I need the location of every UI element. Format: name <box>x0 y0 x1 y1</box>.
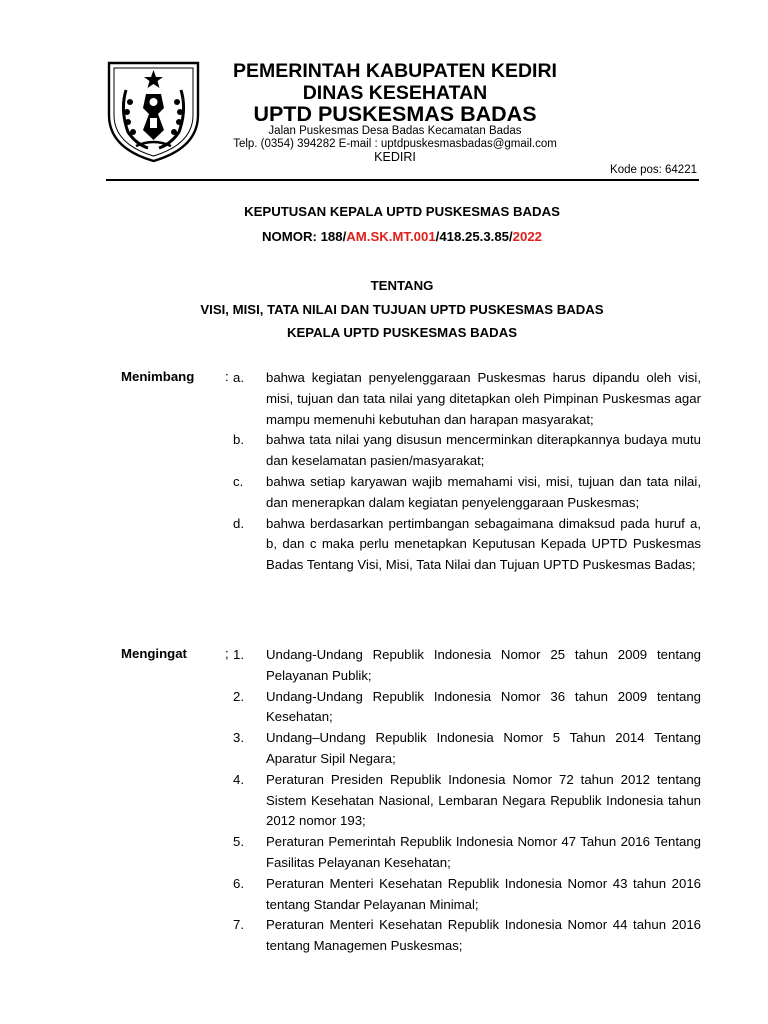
list-item <box>121 472 701 514</box>
list-marker: 2. <box>233 688 244 704</box>
list-marker: a. <box>233 370 244 385</box>
decree-number-code: AM.SK.MT.001 <box>346 229 436 244</box>
list-item <box>121 874 701 916</box>
list-text: Peraturan Menteri Kesehatan Republik Indonesia Nomor 43 tahun 2016 tentang Standar Pelayanan Minimal; <box>266 875 701 912</box>
list-text: Undang-Undang Republik Indonesia Nomor 25 tahun 2009 tentang Pelayanan Publik; <box>266 647 701 683</box>
list-item <box>121 645 701 687</box>
list-text: bahwa kegiatan penyelenggaraan Puskesmas harus dipandu oleh visi, misi, tujuan dan tata nilai yang ditetapkan oleh Pimpinan Puskesmas agar mampu memenuhi kebutuhan dan harapan masyarakat; <box>266 370 701 427</box>
list-text: Undang-Undang Republik Indonesia Nomor 36 tahun 2009 tentang Kesehatan; <box>266 688 701 725</box>
list-marker: 7. <box>233 917 244 933</box>
decree-number-prefix: NOMOR: 188/ <box>261 229 347 244</box>
section-label: Menimbang <box>121 369 195 384</box>
decree-tentang: TENTANG <box>370 278 434 293</box>
list-marker: 6. <box>233 875 244 891</box>
letterhead-government: PEMERINTAH KABUPATEN KEDIRI <box>233 60 557 82</box>
letterhead-address: Jalan Puskesmas Desa Badas Kecamatan Badas <box>268 125 522 137</box>
list-text: Peraturan Menteri Kesehatan Republik Indonesia Nomor 44 tahun 2016 tentang Managemen Puskesmas; <box>266 917 701 954</box>
decree-subject: VISI, MISI, TATA NILAI DAN TUJUAN UPTD PUSKESMAS BADAS <box>200 302 604 317</box>
postal-code: Kode pos: 64221 <box>610 164 697 176</box>
list-marker: b. <box>233 432 244 448</box>
section-colon: : <box>225 369 229 384</box>
letterhead-department: DINAS KESEHATAN <box>302 82 488 104</box>
list-text: bahwa berdasarkan pertimbangan sebagaimana dimaksud pada huruf a, b, dan c maka perlu menetapkan Keputusan Kepada UPTD Puskesmas Badas Tentang Visi, Misi, Tata Nilai dan Tujuan UPTD Puskesmas Badas; <box>266 515 701 573</box>
list-marker: 4. <box>233 771 244 787</box>
list-text: Undang–Undang Republik Indonesia Nomor 5 Tahun 2014 Tentang Aparatur Sipil Negara; <box>266 730 701 766</box>
list-text: bahwa tata nilai yang disusun mencerminkan diterapkannya budaya mutu dan keselamatan pasien/masyarakat; <box>266 432 701 469</box>
list-item <box>121 728 701 770</box>
list-item <box>121 430 701 472</box>
decree-number-middle: /418.25.3.85/ <box>435 229 513 244</box>
menimbang-list <box>121 368 701 576</box>
list-item <box>121 687 701 729</box>
decree-number-year: 2022 <box>512 229 543 244</box>
list-marker: d. <box>233 515 244 531</box>
mengingat-list <box>121 645 701 957</box>
decree-title: KEPUTUSAN KEPALA UPTD PUSKESMAS BADAS <box>244 204 560 219</box>
list-marker: 5. <box>233 834 244 850</box>
list-marker: 1. <box>233 647 244 662</box>
letterhead-contact: Telp. (0354) 394282 E-mail : uptdpuskesmasbadas@gmail.com <box>233 138 557 150</box>
list-marker: c. <box>233 473 244 489</box>
list-item <box>121 915 701 957</box>
list-text: bahwa setiap karyawan wajib memahami visi, misi, tujuan dan tata nilai, dan menerapkan dalam kegiatan penyelenggaraan Puskesmas; <box>266 473 701 510</box>
list-text: Peraturan Presiden Republik Indonesia Nomor 72 tahun 2012 tentang Sistem Kesehatan Nasional, Lembaran Negara Republik Indonesia tahun 2012 nomor 193; <box>266 771 701 829</box>
letterhead-institution: UPTD PUSKESMAS BADAS <box>253 102 537 126</box>
list-item <box>121 368 701 430</box>
list-item <box>121 832 701 874</box>
list-item <box>121 514 701 576</box>
section-colon: ; <box>225 646 229 661</box>
letterhead-divider <box>106 179 699 181</box>
list-text: Peraturan Pemerintah Republik Indonesia Nomor 47 Tahun 2016 Tentang Fasilitas Pelayanan Kesehatan; <box>266 834 701 870</box>
list-marker: 3. <box>233 730 244 746</box>
letterhead-city: KEDIRI <box>374 150 416 164</box>
section-label: Mengingat <box>121 646 187 661</box>
kediri-regency-emblem-icon <box>106 60 201 164</box>
decree-issuer: KEPALA UPTD PUSKESMAS BADAS <box>286 325 518 340</box>
list-item <box>121 770 701 832</box>
decree-number <box>100 229 704 244</box>
